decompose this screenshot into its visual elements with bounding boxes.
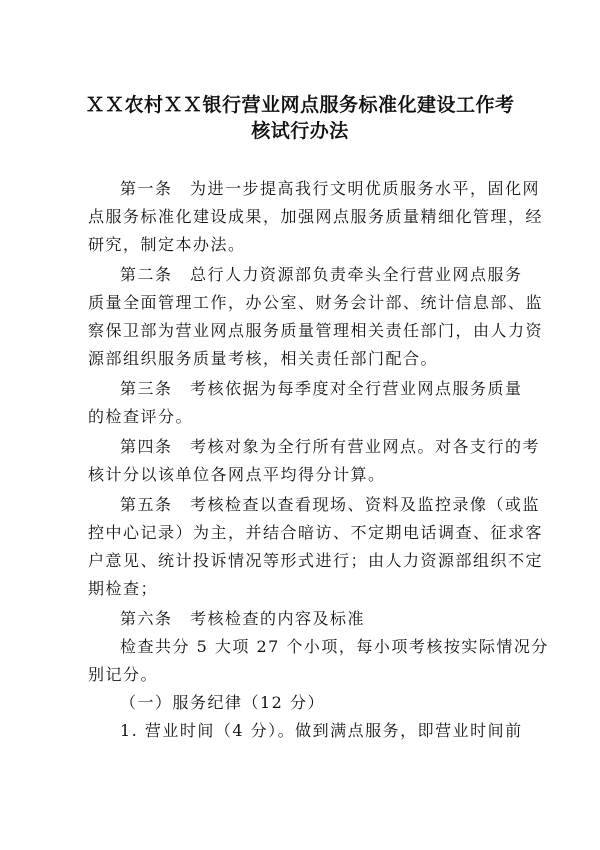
article-2-line-4: 源部组织服务质量考核，相关责任部门配合。 [88, 349, 439, 368]
article-2-line-1: 第二条 总行人力资源部负责牵头全行营业网点服务 [120, 265, 523, 284]
article-2-line-2: 质量全面管理工作，办公室、财务会计部、统计信息部、监 [88, 293, 544, 312]
article-1-line-3: 研究，制定本办法。 [88, 235, 246, 254]
article-1-line-1: 第一条 为进一步提高我行文明优质服务水平，固化网 [120, 179, 541, 198]
article-4-line-2: 核计分以该单位各网点平均得分计算。 [88, 465, 386, 484]
document-title-line-1: ＸＸ农村ＸＸ银行营业网点服务标准化建设工作考 [85, 94, 515, 116]
article-5-line-1: 第五条 考核检查以查看现场、资料及监控录像（或监 [120, 495, 541, 514]
article-5-line-2: 控中心记录）为主，并结合暗访、不定期电话调查、征求客 [88, 523, 544, 542]
article-5-line-3: 户意见、统计投诉情况等形式进行；由人力资源部组织不定 [88, 551, 544, 570]
article-2-line-3: 察保卫部为营业网点服务质量管理相关责任部门，由人力资 [88, 321, 544, 340]
document-title-line-2: 核试行办法 [251, 120, 349, 142]
article-6-detail-line-1: 检查共分 5 大项 27 个小项，每小项考核按实际情况分 [120, 637, 549, 656]
item-1-line-1: 1. 营业时间（4 分）。做到满点服务，即营业时间前 [120, 721, 523, 740]
article-4-line-1: 第四条 考核对象为全行所有营业网点。对各支行的考 [120, 437, 541, 456]
article-5-line-4: 期检查； [88, 579, 159, 598]
article-6-line-1: 第六条 考核检查的内容及标准 [120, 609, 366, 628]
article-3-line-1: 第三条 考核依据为每季度对全行营业网点服务质量 [120, 379, 523, 398]
section-1-heading: （一）服务纪律（12 分） [120, 693, 325, 712]
article-1-line-2: 点服务标准化建设成果，加强网点服务质量精细化管理，经 [88, 207, 544, 226]
article-3-line-2: 的检查评分。 [88, 407, 194, 426]
article-6-detail-line-2: 别记分。 [88, 665, 159, 684]
